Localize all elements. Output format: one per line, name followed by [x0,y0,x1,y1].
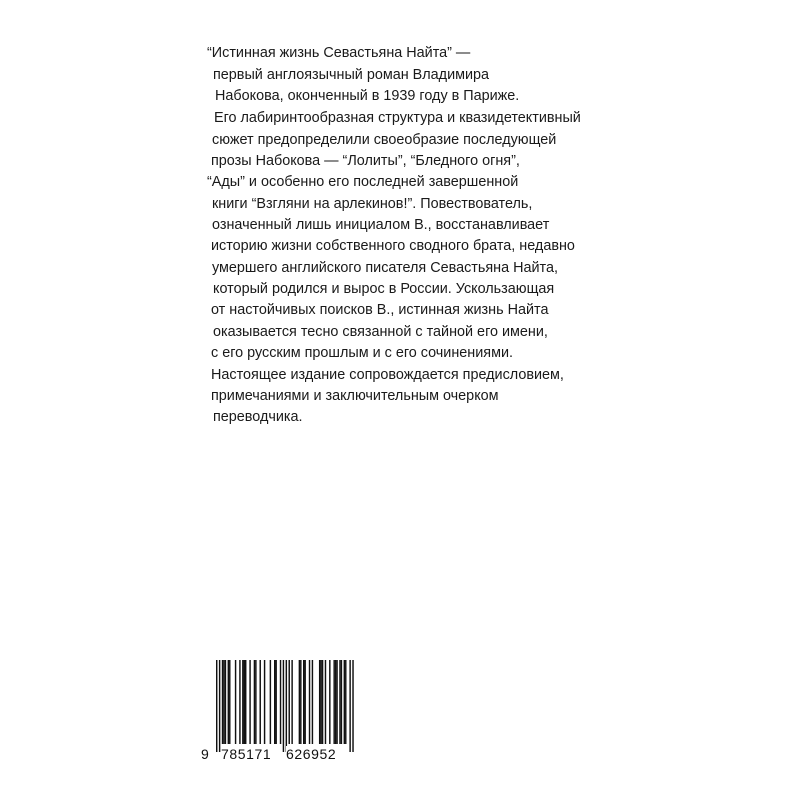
description-line: Настоящее издание сопровождается предисловием, [211,367,564,383]
barcode-bar [255,660,256,744]
description-line: умершего английского писателя Севастьяна Найта, [212,260,558,276]
description-line: первый англоязычный роман Владимира [213,67,490,83]
barcode-bar [309,660,310,744]
barcode-bar [319,660,320,744]
description-line: книги “Взгляни на арлекинов!”. Повествователь, [212,196,533,212]
barcode-bar [222,660,223,744]
barcode-bar [280,660,281,744]
description-line: историю жизни собственного сводного брата, недавно [211,238,575,254]
description-line: от настойчивых поисков В., истинная жизнь Найта [211,302,549,318]
barcode-bar [344,660,345,744]
barcode-guard-bar [286,660,287,752]
barcode-bar [244,660,245,744]
barcode-bar [260,660,261,744]
barcode-bar [223,660,224,744]
barcode-bar [339,660,340,744]
barcode-bar [228,660,229,744]
barcode-guard-bar [352,660,353,752]
barcode-bar [329,660,330,744]
barcode-bar [235,660,236,744]
barcode-guard-bar [349,660,350,752]
barcode-bar [304,660,305,744]
description-line: “Ады” и особенно его последней завершенной [207,174,519,190]
barcode-bar [289,660,290,744]
barcode-bar [275,660,276,744]
barcode-bar [242,660,243,744]
barcode-bar [312,660,313,744]
barcode-left-digits: 785171 [221,746,272,762]
barcode-guard-bar [216,660,217,752]
barcode-bar [239,660,240,744]
barcode-bar [254,660,255,744]
isbn-barcode [200,658,354,764]
barcode-bar [322,660,323,744]
description-line: “Истинная жизнь Севастьяна Найта” — [207,45,471,61]
barcode-bar [225,660,226,744]
barcode-bar [299,660,300,744]
description-line: Набокова, оконченный в 1939 году в Париже. [215,88,520,104]
barcode-bar [335,660,336,744]
description-line: с его русским прошлым и с его сочинениями. [211,345,514,361]
barcode-prefix-digit: 9 [201,746,209,762]
barcode-bar [229,660,230,744]
description-line: оказывается тесно связанной с тайной его имени, [213,324,548,340]
description-line: Его лабиринтообразная структура и квазидетективный [214,110,581,126]
barcode-bar [270,660,271,744]
description-line: прозы Набокова — “Лолиты”, “Бледного огня”, [211,153,520,169]
barcode-bar [274,660,275,744]
barcode-bar [291,660,292,744]
barcode-right-digits: 626952 [286,746,337,762]
description-line: сюжет предопределили своеобразие последующей [212,132,557,148]
barcode-bar [320,660,321,744]
barcode-bar [300,660,301,744]
barcode-bar [264,660,265,744]
description-line: примечаниями и заключительным очерком [211,388,499,404]
barcode-bar [325,660,326,744]
barcode-guard-bar [219,660,220,752]
barcode-guard-bar [283,660,284,752]
barcode-bar [249,660,250,744]
barcode-bar [345,660,346,744]
description-line: означенный лишь инициалом В., восстанавливает [212,217,550,233]
barcode-bar [336,660,337,744]
barcode-bar [245,660,246,744]
description-line: переводчика. [213,409,303,425]
barcode-bar [341,660,342,744]
barcode-bar [303,660,304,744]
description-line: который родился и вырос в России. Ускользающая [213,281,555,297]
barcode-bar [333,660,334,744]
